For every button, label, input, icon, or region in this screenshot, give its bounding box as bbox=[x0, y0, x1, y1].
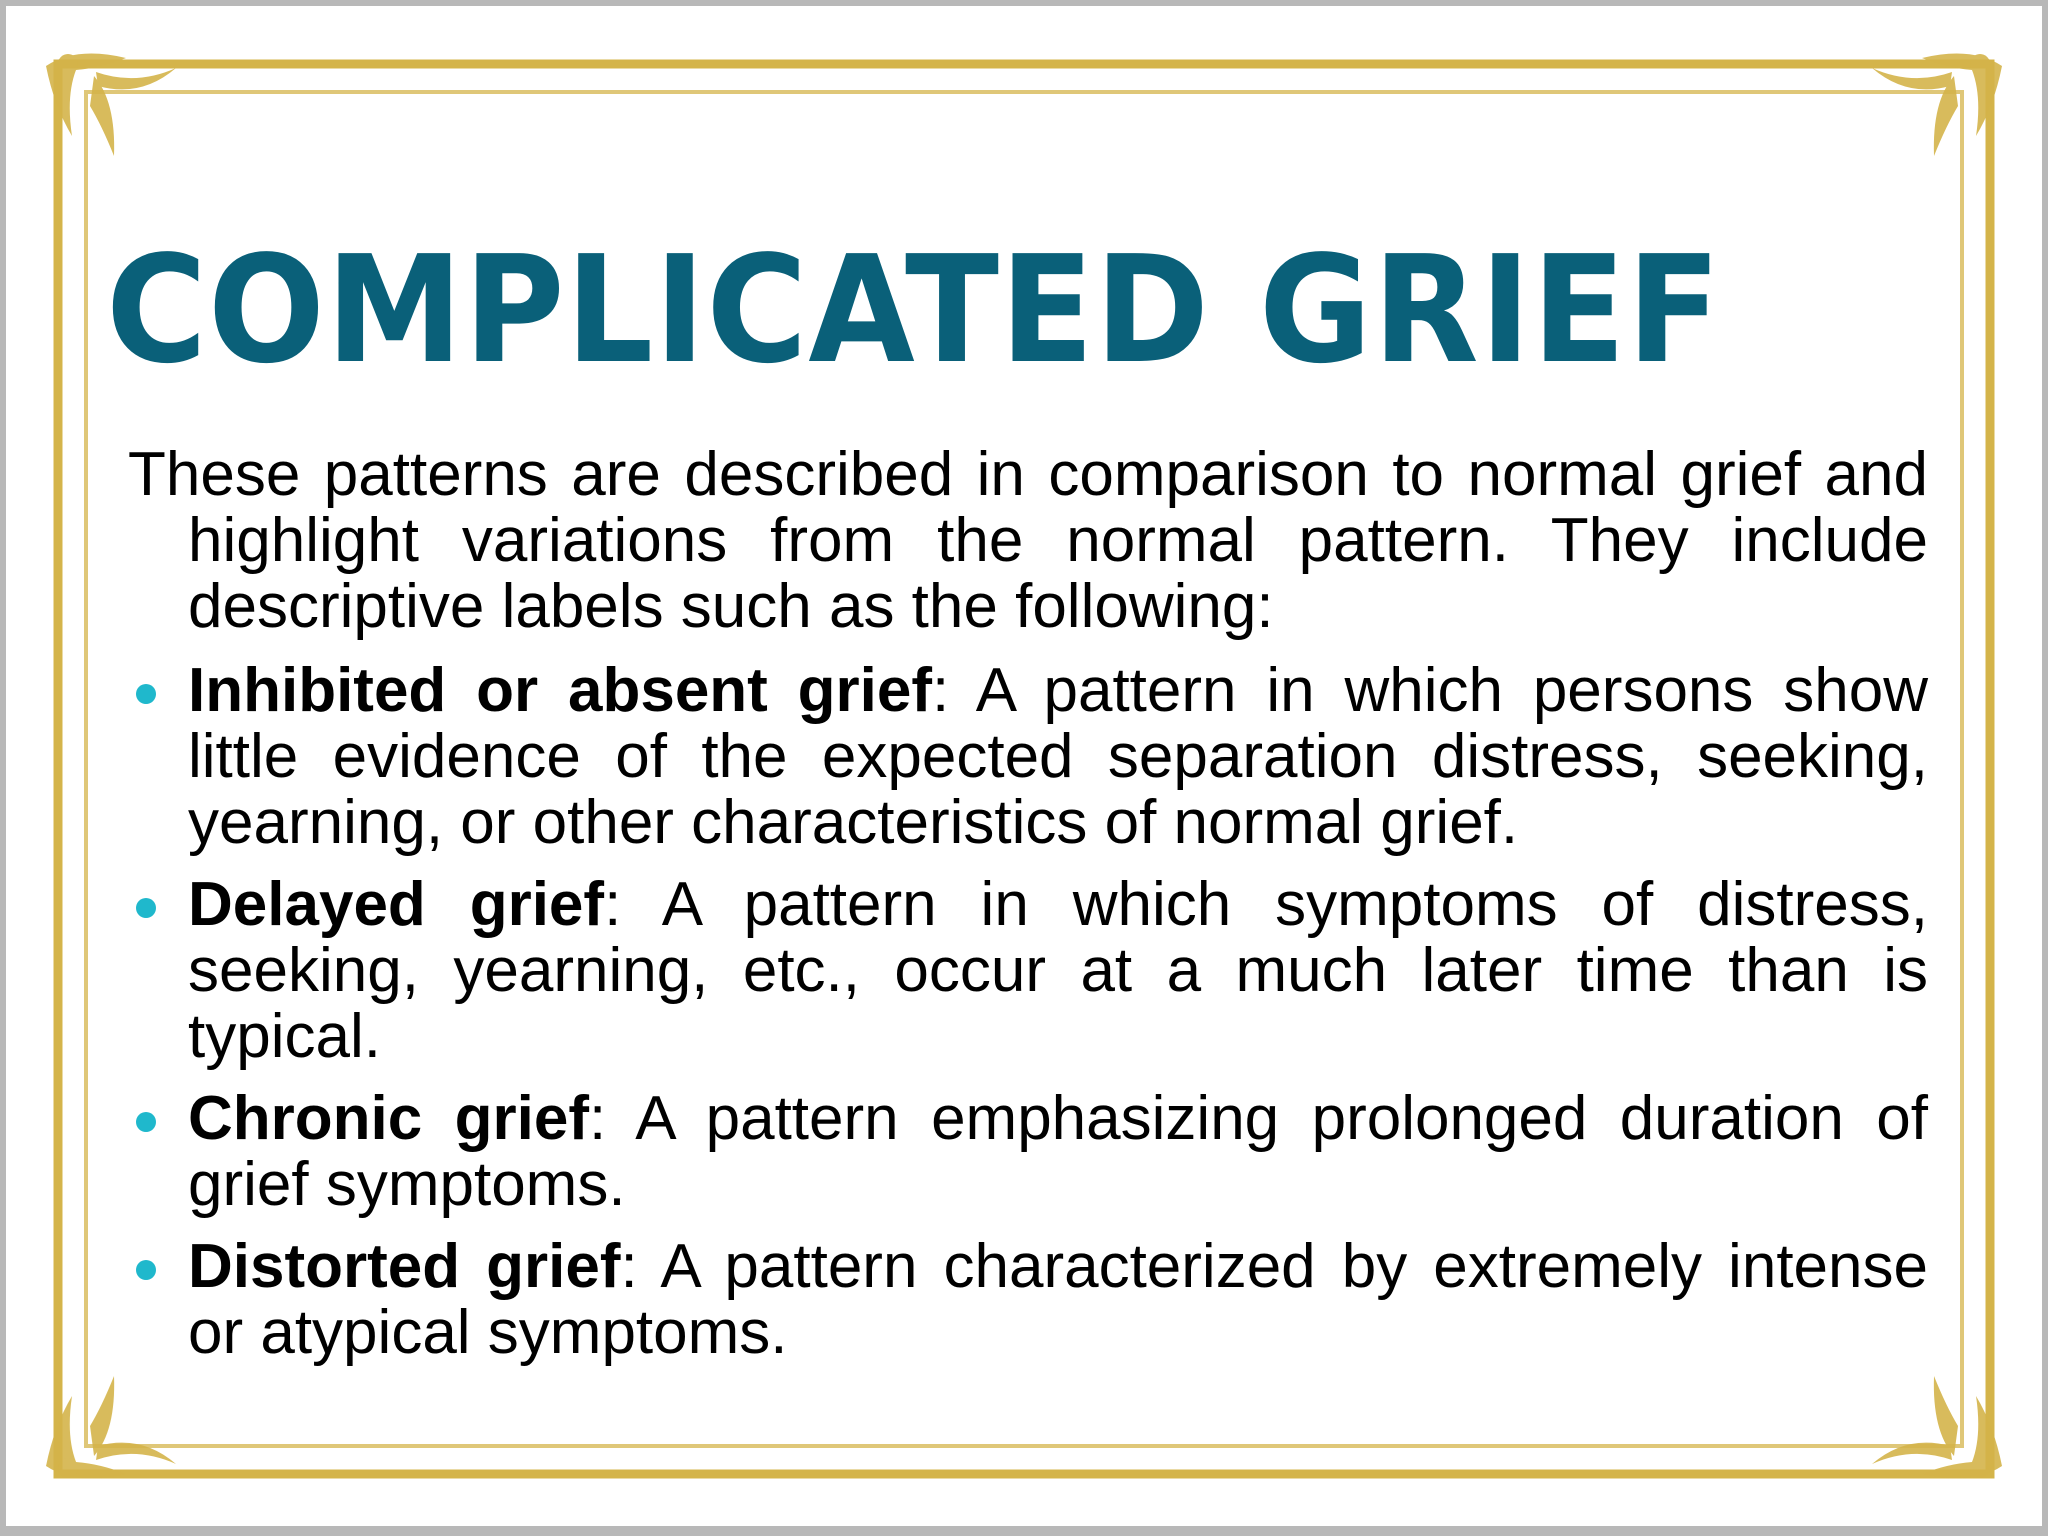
bullet-dot-icon bbox=[136, 1260, 156, 1280]
bullet-term: Delayed grief bbox=[188, 870, 605, 939]
corner-ornament-bottom-right bbox=[1872, 1376, 2002, 1479]
bullet-dot-icon bbox=[136, 898, 156, 918]
bullet-item-inhibited-grief bbox=[128, 658, 1928, 856]
bullet-item-distorted-grief bbox=[128, 1234, 1928, 1366]
bullet-term: Distorted grief bbox=[188, 1232, 621, 1301]
bullet-description: : A pattern in which symptoms of distress, seeking, yearning, etc., occur at a much later time than is typical. bbox=[188, 870, 1928, 1071]
bullet-term: Chronic grief bbox=[188, 1084, 590, 1153]
corner-ornament-top-left bbox=[46, 54, 176, 157]
bullet-description: : A pattern in which persons show little evidence of the expected separation distress, seeking, yearning, or other characteristics of normal grief. bbox=[188, 656, 1928, 857]
bullet-item-chronic-grief bbox=[128, 1086, 1928, 1218]
slide-body bbox=[128, 442, 1928, 1382]
corner-ornament-bottom-left bbox=[46, 1376, 176, 1479]
slide-title: COMPLICATED GRIEF bbox=[106, 224, 1722, 396]
slide bbox=[6, 6, 2042, 1526]
corner-ornament-top-right bbox=[1872, 54, 2002, 157]
intro-paragraph: These patterns are described in comparison to normal grief and highlight variations from the normal pattern. They include descriptive labels such as the following: bbox=[128, 440, 1928, 641]
bullet-dot-icon bbox=[136, 684, 156, 704]
bullet-description: : A pattern characterized by extremely intense or atypical symptoms. bbox=[188, 1232, 1928, 1367]
bullet-description: : A pattern emphasizing prolonged duration of grief symptoms. bbox=[188, 1084, 1928, 1219]
bullet-item-delayed-grief bbox=[128, 872, 1928, 1070]
bullet-term: Inhibited or absent grief bbox=[188, 656, 933, 725]
bullet-dot-icon bbox=[136, 1112, 156, 1132]
bullet-list bbox=[128, 658, 1928, 1366]
